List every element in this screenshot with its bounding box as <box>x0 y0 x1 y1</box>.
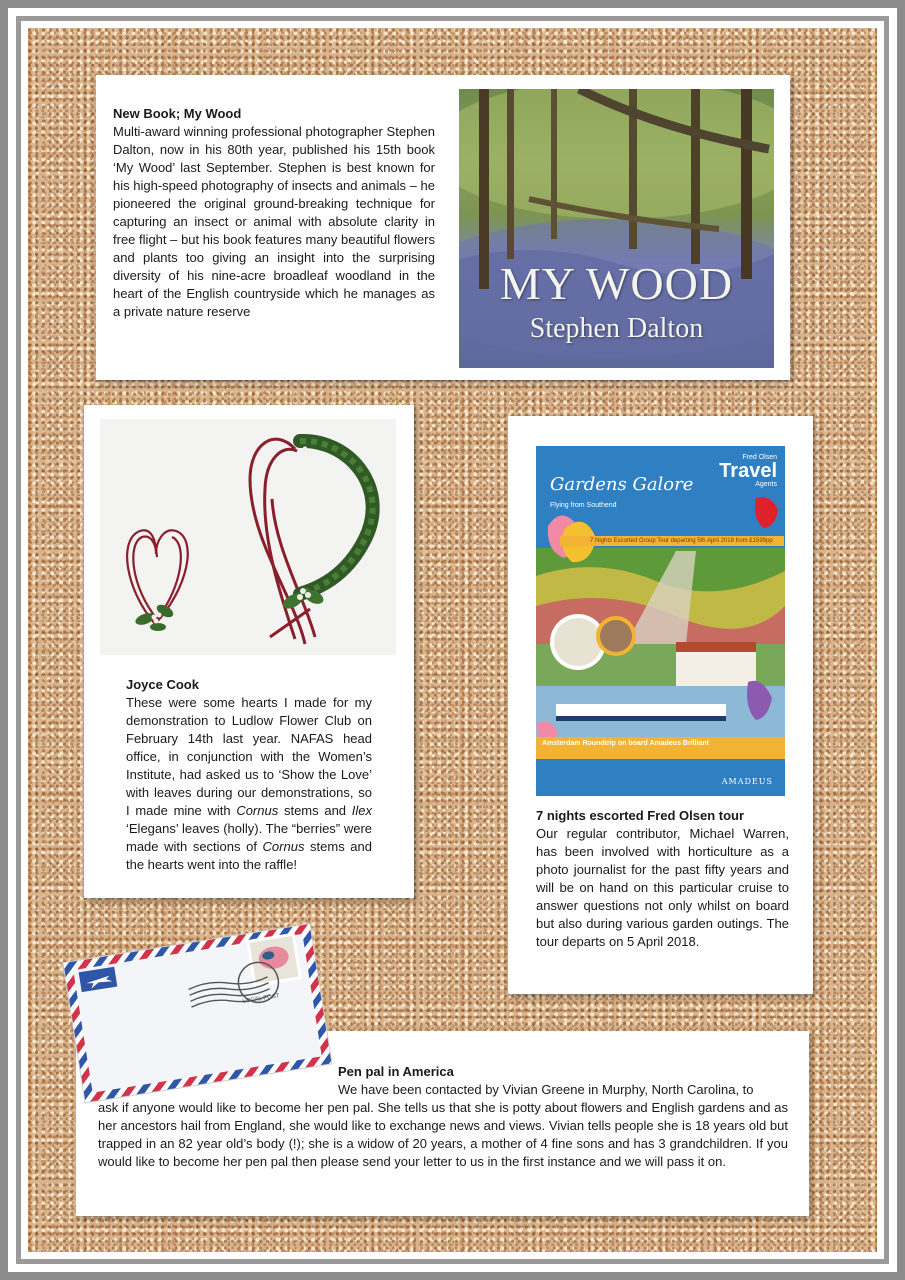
brochure-image <box>536 446 785 796</box>
tour-card <box>508 416 813 994</box>
tour-body: Our regular contributor, Michael Warren, has been involved with horticulture as a photo journalist for the past fifty years and will be on hand on this particular cruise to answer questions not only whilst on board but also during various garden outings. The tour departs on 5 April 2018. <box>536 826 789 949</box>
brochure-band-bottom: Amsterdam Roundtrip on board Amadeus Brilliant <box>536 737 785 759</box>
joyce-heading: Joyce Cook <box>126 677 199 692</box>
envelope-illustration <box>62 912 336 1108</box>
brochure-subtitle: Flying from Southend <box>550 502 617 509</box>
penpal-heading: Pen pal in America <box>338 1064 454 1079</box>
joyce-body-part1: These were some hearts I made for my demonstration to Ludlow Flower Club on February 14th last year. NAFAS head office, in conjunction with the Women’s Institute, had asked us to ‘Show the Love’ with leaves during our demonstrations, so I made mine with <box>126 695 372 818</box>
brochure-brand <box>719 454 777 488</box>
hearts-photo <box>100 419 396 655</box>
penpal-body: ask if anyone would like to become her pen pal. She tells us that she is potty about flowers and English gardens and as her ancestors hail from England, she would like to exchange news and views. Vivian tells people she is 18 years old but trapped in an 82 year old’s body (!); she is a widow of 20 years, a mother of 4 fine sons and has 3 grandchildren. If you would like to become her pen pal then please send your letter to us in the first instance and we will pass it on. <box>98 1100 788 1169</box>
joyce-ilex: Ilex <box>351 803 372 818</box>
brochure-brand-agents: Agents <box>755 481 777 488</box>
joyce-body-part3: ‘Elegans’ leaves (holly). The “berries” were made with sections of <box>126 821 372 854</box>
brochure-brand-big: Travel <box>719 460 777 482</box>
tour-heading: 7 nights escorted Fred Olsen tour <box>536 808 745 823</box>
envelope-postmark-text: LOCAL POST <box>242 993 281 1006</box>
envelope-image <box>62 912 336 1108</box>
book-card <box>96 75 790 380</box>
joyce-cornus-1: Cornus <box>236 803 279 818</box>
holly-hearts-illustration <box>100 419 396 655</box>
joyce-body-part2: stems and <box>278 803 352 818</box>
book-cover-title: MY WOOD <box>499 258 734 309</box>
brochure-cruise-brand: AMADEUS <box>721 777 773 786</box>
joyce-cornus-2: Cornus <box>262 839 305 854</box>
book-cover-image <box>459 89 774 368</box>
brochure-brand-small: Fred Olsen <box>742 454 777 461</box>
brochure-band: 7 Nights Escorted Group Tour departing 5th April 2018 from £1599pp <box>560 536 784 546</box>
brochure-title: Gardens Galore <box>550 474 694 495</box>
book-cover-author: Stephen Dalton <box>529 313 704 344</box>
joyce-card <box>84 405 414 898</box>
joyce-body-part4: stems and the hearts went into the raffle! <box>126 839 372 872</box>
joyce-body <box>126 694 372 874</box>
penpal-line1: We have been contacted by Vivian Greene in Murphy, North Carolina, to <box>338 1082 754 1097</box>
book-body: Multi-award winning professional photographer Stephen Dalton, now in his 80th year, published his 15th book ‘My Wood’ last September. Stephen is best known for his high-speed photography of insects and animals – he pioneered the original ground-breaking technique for capturing an insect or animal with absolute clarity in free flight – but his book features many beautiful flowers and plants too giving an insight into the surprising diversity of his nine-acre broadleaf woodland in the heart of the English countryside which he manages as a private nature reserve <box>113 124 435 319</box>
book-heading: New Book; My Wood <box>113 106 242 121</box>
